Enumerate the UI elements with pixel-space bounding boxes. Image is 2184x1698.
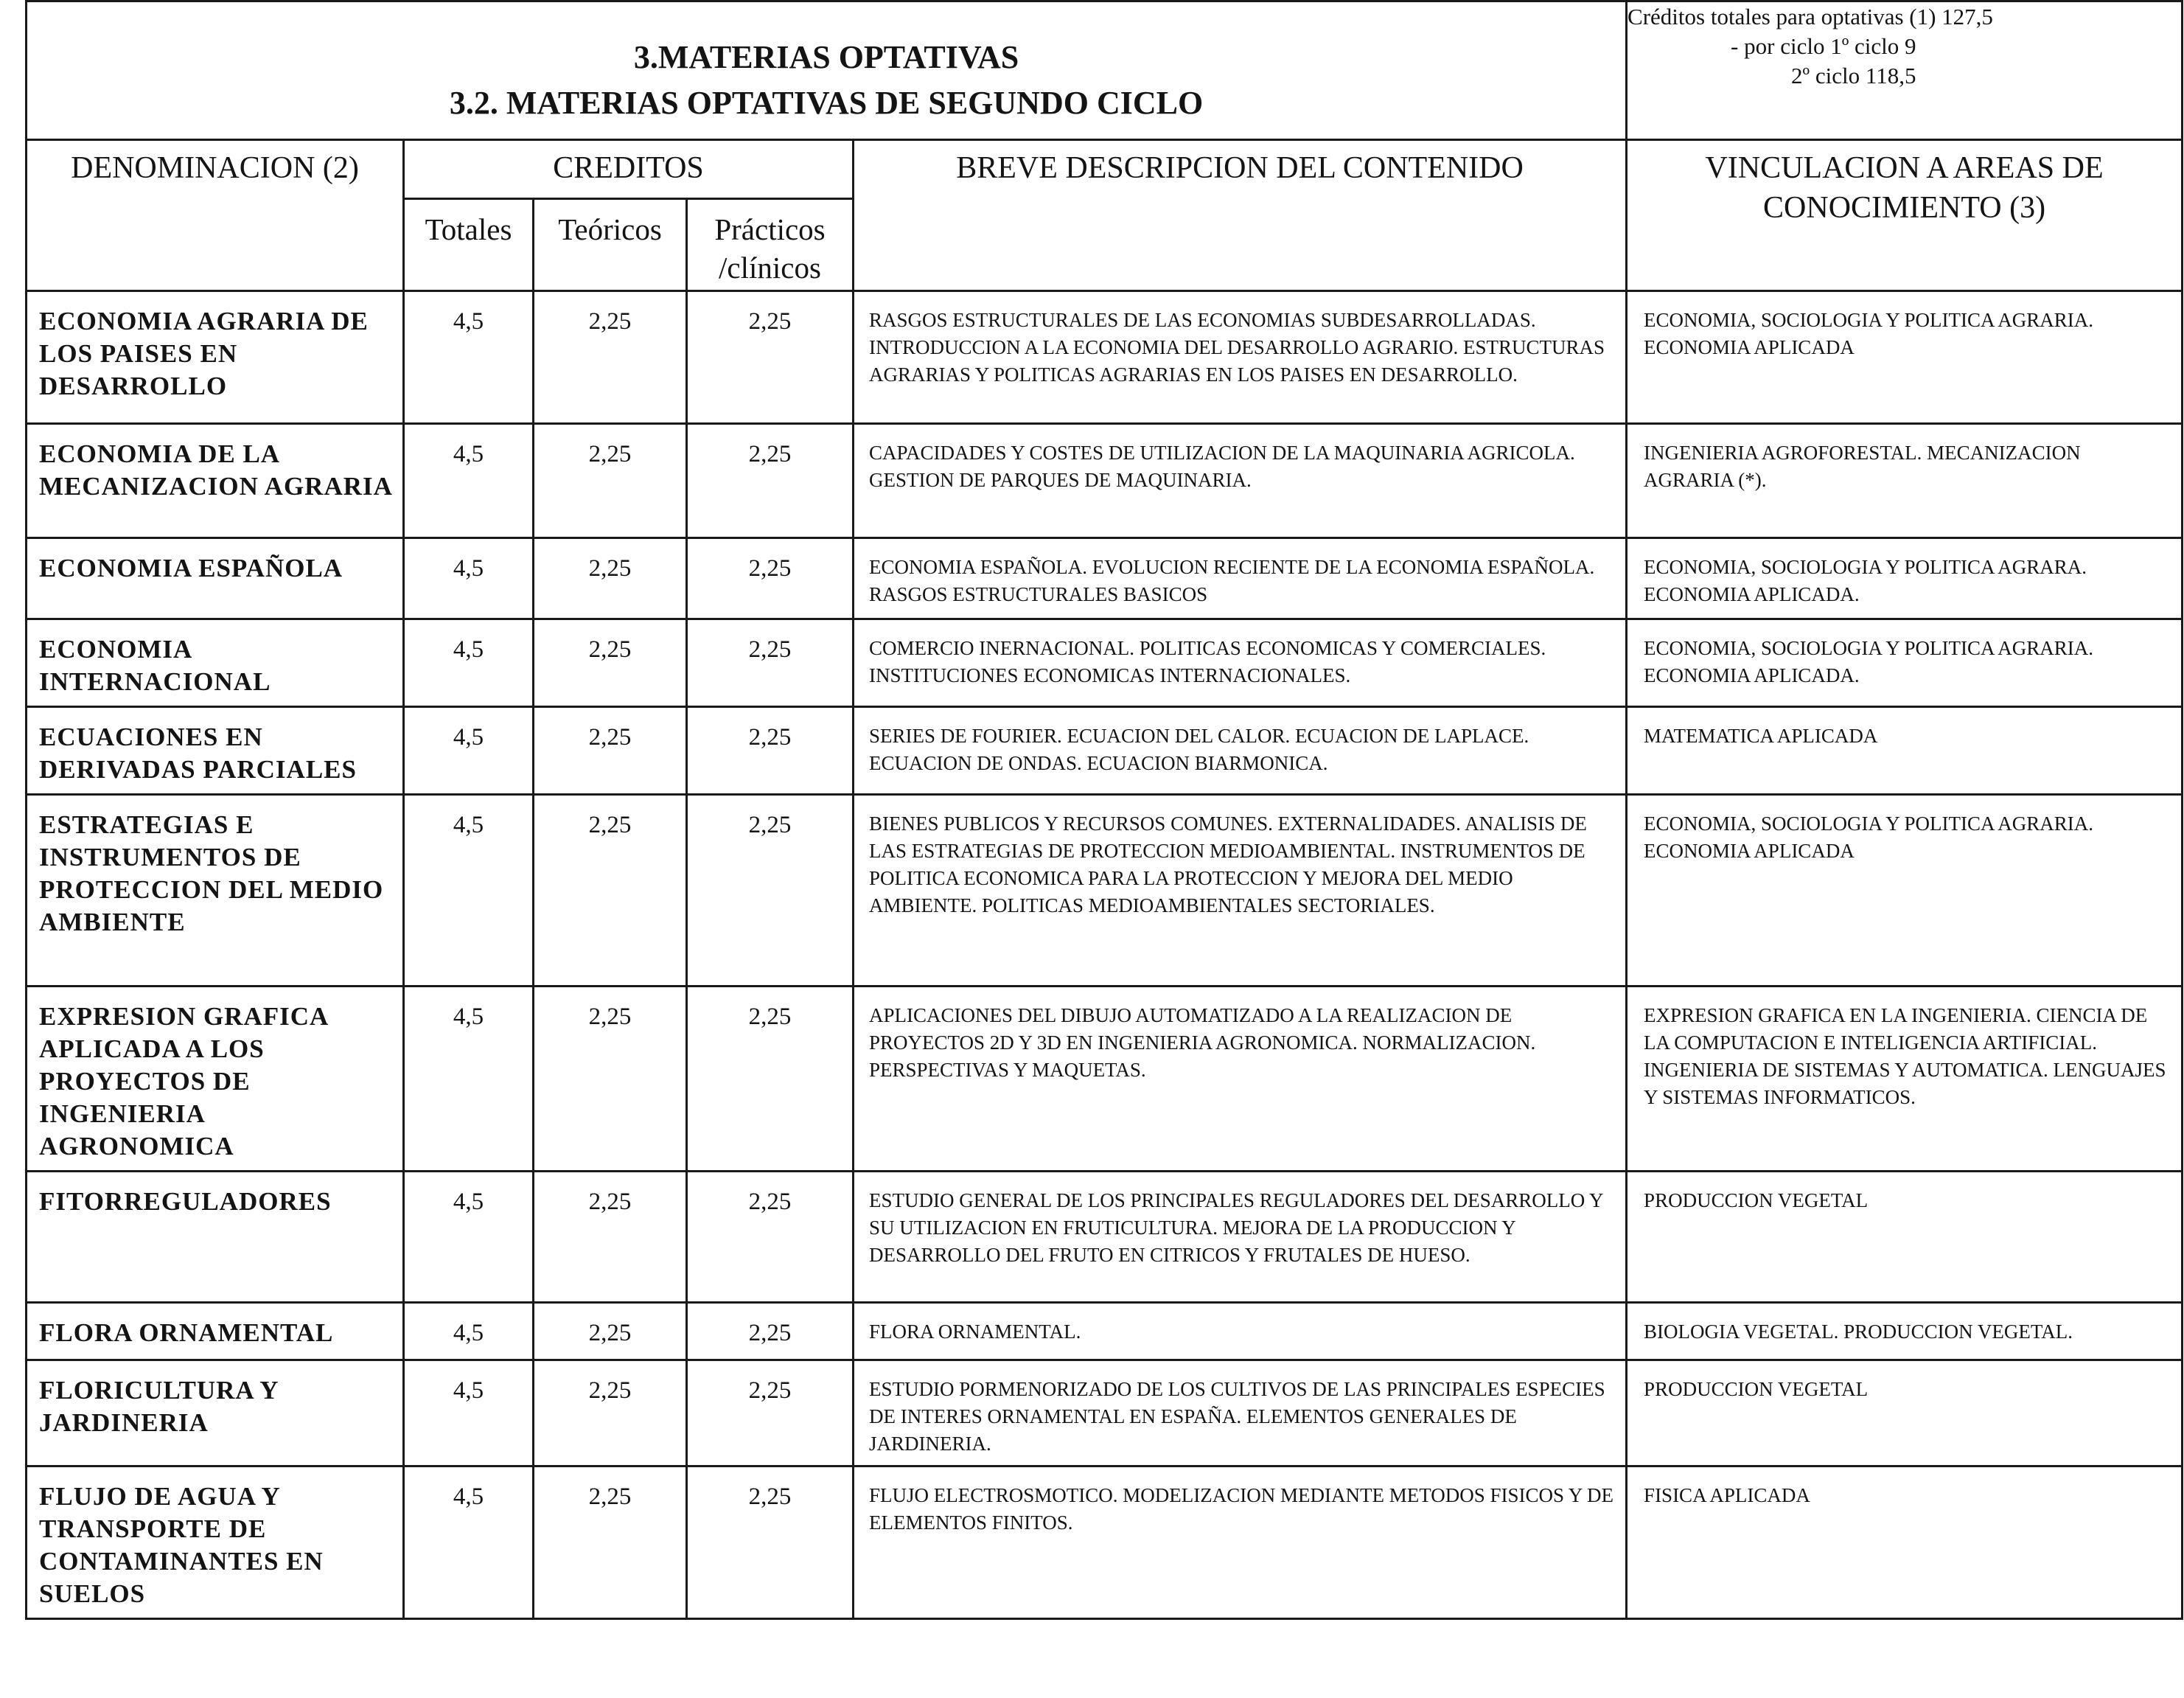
practicos-value-cell — [687, 987, 854, 1172]
denominacion-header — [27, 140, 404, 291]
subject-name: ECONOMIA DE LA MECANIZACION AGRARIA — [39, 439, 393, 501]
practicos-value-cell — [687, 1303, 854, 1360]
subject-name-cell — [27, 1303, 404, 1360]
totales-value-cell — [404, 291, 534, 424]
subject-description: RASGOS ESTRUCTURALES DE LAS ECONOMIAS SUBDESARROLLADAS. INTRODUCCION A LA ECONOMIA DEL DESARROLLO AGRARIO. ESTRUCTURAS AGRARIAS Y POLITICAS AGRARIAS EN LOS PAISES EN DESARROLLO. — [869, 309, 1605, 386]
subject-description: APLICACIONES DEL DIBUJO AUTOMATIZADO A LA REALIZACION DE PROYECTOS 2D Y 3D EN INGENIERIA AGRONOMICA. NORMALIZACION. PERSPECTIVAS Y MAQUETAS. — [869, 1004, 1536, 1081]
totales-value: 4,5 — [453, 636, 484, 663]
table-row — [27, 1303, 2183, 1360]
teoricos-value-cell — [534, 1172, 687, 1303]
teoricos-value: 2,25 — [588, 636, 632, 663]
table-row — [27, 987, 2183, 1172]
practicos-value-cell — [687, 795, 854, 987]
knowledge-areas-cell — [1627, 987, 2183, 1172]
teoricos-value: 2,25 — [588, 308, 632, 335]
totales-value-cell — [404, 1466, 534, 1619]
document-page — [25, 0, 2181, 1620]
knowledge-areas: PRODUCCION VEGETAL — [1644, 1189, 1869, 1211]
knowledge-areas-cell — [1627, 707, 2183, 795]
teoricos-value-cell — [534, 538, 687, 619]
subject-description-cell — [854, 987, 1627, 1172]
column-header-row-1 — [27, 140, 2183, 199]
denominacion-header-label: DENOMINACION (2) — [71, 151, 359, 185]
knowledge-areas: MATEMATICA APLICADA — [1644, 725, 1878, 747]
subject-description-cell — [854, 538, 1627, 619]
subject-name-cell — [27, 619, 404, 707]
totales-value: 4,5 — [453, 724, 484, 751]
subject-description-cell — [854, 1303, 1627, 1360]
subject-name: EXPRESION GRAFICA APLICADA A LOS PROYECTOS DE INGENIERIA AGRONOMICA — [39, 1002, 328, 1161]
totales-value: 4,5 — [453, 1483, 484, 1510]
table-row — [27, 1466, 2183, 1619]
practicos-value: 2,25 — [748, 308, 792, 335]
table-row — [27, 1360, 2183, 1466]
totales-value-cell — [404, 538, 534, 619]
knowledge-areas-cell — [1627, 1466, 2183, 1619]
subject-description-cell — [854, 424, 1627, 538]
teoricos-value: 2,25 — [588, 1189, 632, 1215]
knowledge-areas-cell — [1627, 1360, 2183, 1466]
subject-name: ECUACIONES EN DERIVADAS PARCIALES — [39, 723, 357, 784]
practicos-value: 2,25 — [748, 1189, 792, 1215]
practicos-value-cell — [687, 619, 854, 707]
teoricos-value-cell — [534, 795, 687, 987]
knowledge-areas: BIOLOGIA VEGETAL. PRODUCCION VEGETAL. — [1644, 1321, 2073, 1343]
subject-name-cell — [27, 1360, 404, 1466]
totales-value-cell — [404, 1360, 534, 1466]
subject-description-cell — [854, 291, 1627, 424]
subject-description-cell — [854, 1172, 1627, 1303]
descripcion-header — [854, 140, 1627, 291]
table-row — [27, 291, 2183, 424]
knowledge-areas-cell — [1627, 538, 2183, 619]
title-row — [27, 1, 2183, 140]
table-row — [27, 1172, 2183, 1303]
totales-value: 4,5 — [453, 1003, 484, 1030]
teoricos-value: 2,25 — [588, 1377, 632, 1404]
practicos-value: 2,25 — [748, 441, 792, 467]
subject-description-cell — [854, 1360, 1627, 1466]
subject-description: SERIES DE FOURIER. ECUACION DEL CALOR. ECUACION DE LAPLACE. ECUACION DE ONDAS. ECUACION BIARMONICA. — [869, 725, 1529, 774]
teoricos-value: 2,25 — [588, 1483, 632, 1510]
totales-value: 4,5 — [453, 1189, 484, 1215]
subject-name: FITORREGULADORES — [39, 1187, 332, 1216]
totales-value: 4,5 — [453, 441, 484, 467]
totales-value-cell — [404, 424, 534, 538]
teoricos-value-cell — [534, 424, 687, 538]
teoricos-value-cell — [534, 619, 687, 707]
totales-value: 4,5 — [453, 555, 484, 582]
knowledge-areas-cell — [1627, 1172, 2183, 1303]
teoricos-value: 2,25 — [588, 555, 632, 582]
subject-description: ECONOMIA ESPAÑOLA. EVOLUCION RECIENTE DE LA ECONOMIA ESPAÑOLA. RASGOS ESTRUCTURALES BASICOS — [869, 556, 1595, 605]
subject-name-cell — [27, 424, 404, 538]
teoricos-value-cell — [534, 1466, 687, 1619]
knowledge-areas: EXPRESION GRAFICA EN LA INGENIERIA. CIENCIA DE LA COMPUTACION E INTELIGENCIA ARTIFICIAL. INGENIERIA DE SISTEMAS Y AUTOMATICA. LENGUAJES Y SISTEMAS INFORMATICOS. — [1644, 1004, 2166, 1108]
totales-value-cell — [404, 707, 534, 795]
subject-name: ESTRATEGIAS E INSTRUMENTOS DE PROTECCION DEL MEDIO AMBIENTE — [39, 810, 384, 936]
subject-name: ECONOMIA ESPAÑOLA — [39, 554, 343, 582]
subject-description: CAPACIDADES Y COSTES DE UTILIZACION DE LA MAQUINARIA AGRICOLA. GESTION DE PARQUES DE MAQUINARIA. — [869, 442, 1575, 491]
totales-value-cell — [404, 987, 534, 1172]
practicos-value: 2,25 — [748, 724, 792, 751]
knowledge-areas-cell — [1627, 291, 2183, 424]
table-row — [27, 795, 2183, 987]
practicos-value-cell — [687, 1172, 854, 1303]
practicos-value-cell — [687, 1360, 854, 1466]
practicos-value-cell — [687, 707, 854, 795]
practicos-header-line1: Prácticos — [714, 212, 826, 246]
subject-description: COMERCIO INERNACIONAL. POLITICAS ECONOMICAS Y COMERCIALES. INSTITUCIONES ECONOMICAS INTERNACIONALES. — [869, 637, 1546, 686]
teoricos-value-cell — [534, 707, 687, 795]
teoricos-value: 2,25 — [588, 724, 632, 751]
practicos-value: 2,25 — [748, 812, 792, 838]
practicos-header-line2: /clínicos — [719, 251, 821, 285]
subject-name: FLORA ORNAMENTAL — [39, 1318, 334, 1347]
totales-value: 4,5 — [453, 308, 484, 335]
teoricos-value: 2,25 — [588, 441, 632, 467]
subject-name: FLORICULTURA Y JARDINERIA — [39, 1376, 279, 1437]
subject-description-cell — [854, 619, 1627, 707]
subject-description-cell — [854, 795, 1627, 987]
cycle1-credits-line: - por ciclo 1º ciclo 9 — [1731, 33, 1916, 59]
table-row — [27, 707, 2183, 795]
optional-subjects-table — [25, 0, 2183, 1620]
totales-header-label: Totales — [425, 212, 512, 246]
subject-name: ECONOMIA INTERNACIONAL — [39, 635, 271, 696]
knowledge-areas-cell — [1627, 1303, 2183, 1360]
practicos-value-cell — [687, 1466, 854, 1619]
subject-name-cell — [27, 795, 404, 987]
teoricos-header — [534, 199, 687, 291]
practicos-header-label — [688, 200, 852, 287]
section-subtitle: 3.2. MATERIAS OPTATIVAS DE SEGUNDO CICLO — [449, 85, 1204, 121]
knowledge-areas-cell — [1627, 795, 2183, 987]
totales-value-cell — [404, 619, 534, 707]
totales-value-cell — [404, 795, 534, 987]
subject-description: FLORA ORNAMENTAL. — [869, 1321, 1081, 1343]
subject-name-cell — [27, 707, 404, 795]
practicos-value-cell — [687, 538, 854, 619]
knowledge-areas: ECONOMIA, SOCIOLOGIA Y POLITICA AGRARIA. ECONOMIA APLICADA — [1644, 813, 2094, 862]
knowledge-areas: ECONOMIA, SOCIOLOGIA Y POLITICA AGRARA. ECONOMIA APLICADA. — [1644, 556, 2087, 605]
table-row — [27, 424, 2183, 538]
subject-name: FLUJO DE AGUA Y TRANSPORTE DE CONTAMINANTES EN SUELOS — [39, 1482, 324, 1608]
teoricos-value: 2,25 — [588, 1003, 632, 1030]
knowledge-areas: PRODUCCION VEGETAL — [1644, 1378, 1869, 1400]
subject-description: ESTUDIO GENERAL DE LOS PRINCIPALES REGULADORES DEL DESARROLLO Y SU UTILIZACION EN FRUTICULTURA. MEJORA DE LA PRODUCCION Y DESARROLLO DEL FRUTO EN CITRICOS Y FRUTALES DE HUESO. — [869, 1189, 1603, 1266]
creditos-header-label: CREDITOS — [553, 151, 704, 185]
practicos-value: 2,25 — [748, 555, 792, 582]
practicos-value: 2,25 — [748, 1003, 792, 1030]
subject-description: BIENES PUBLICOS Y RECURSOS COMUNES. EXTERNALIDADES. ANALISIS DE LAS ESTRATEGIAS DE PROTECCION MEDIOAMBIENTAL. INSTRUMENTOS DE POLITICA ECONOMICA PARA LA PROTECCION Y MEJORA DEL MEDIO AMBIENTE. POLITICAS MEDIOAMBIENTALES SECTORIALES. — [869, 813, 1587, 916]
creditos-header — [404, 140, 854, 199]
total-credits-line: Créditos totales para optativas (1) 127,5 — [1627, 4, 1993, 29]
practicos-value: 2,25 — [748, 1320, 792, 1346]
teoricos-value-cell — [534, 291, 687, 424]
knowledge-areas-cell — [1627, 619, 2183, 707]
teoricos-value-cell — [534, 1303, 687, 1360]
knowledge-areas: ECONOMIA, SOCIOLOGIA Y POLITICA AGRARIA. ECONOMIA APLICADA — [1644, 309, 2094, 358]
vinculacion-header-label: VINCULACION A AREAS DE CONOCIMIENTO (3) — [1705, 151, 2104, 225]
knowledge-areas-cell — [1627, 424, 2183, 538]
subjects-body — [27, 291, 2183, 1619]
teoricos-value-cell — [534, 987, 687, 1172]
teoricos-value: 2,25 — [588, 1320, 632, 1346]
totales-value: 4,5 — [453, 1377, 484, 1404]
practicos-value-cell — [687, 424, 854, 538]
cycle2-credits-line: 2º ciclo 118,5 — [1791, 63, 1916, 88]
totales-value-cell — [404, 1172, 534, 1303]
subject-name-cell — [27, 291, 404, 424]
totales-value-cell — [404, 1303, 534, 1360]
subject-description: ESTUDIO PORMENORIZADO DE LOS CULTIVOS DE LAS PRINCIPALES ESPECIES DE INTERES ORNAMENTAL EN ESPAÑA. ELEMENTOS GENERALES DE JARDINERIA. — [869, 1378, 1605, 1455]
teoricos-value-cell — [534, 1360, 687, 1466]
totales-value: 4,5 — [453, 812, 484, 838]
subject-name-cell — [27, 1466, 404, 1619]
subject-description-cell — [854, 1466, 1627, 1619]
total-credits-cell — [1627, 1, 2183, 140]
teoricos-value: 2,25 — [588, 812, 632, 838]
subject-name-cell — [27, 538, 404, 619]
practicos-value: 2,25 — [748, 1483, 792, 1510]
practicos-value: 2,25 — [748, 1377, 792, 1404]
subject-name-cell — [27, 987, 404, 1172]
subject-description-cell — [854, 707, 1627, 795]
knowledge-areas: ECONOMIA, SOCIOLOGIA Y POLITICA AGRARIA. ECONOMIA APLICADA. — [1644, 637, 2094, 686]
subject-name: ECONOMIA AGRARIA DE LOS PAISES EN DESARROLLO — [39, 307, 369, 400]
vinculacion-header — [1627, 140, 2183, 291]
practicos-value: 2,25 — [748, 636, 792, 663]
section-title: 3.MATERIAS OPTATIVAS — [633, 39, 1019, 75]
totales-value: 4,5 — [453, 1320, 484, 1346]
table-row — [27, 538, 2183, 619]
knowledge-areas: FISICA APLICADA — [1644, 1484, 1810, 1506]
descripcion-header-label: BREVE DESCRIPCION DEL CONTENIDO — [956, 151, 1524, 185]
subject-name-cell — [27, 1172, 404, 1303]
totales-header — [404, 199, 534, 291]
title-cell — [27, 1, 1627, 140]
knowledge-areas: INGENIERIA AGROFORESTAL. MECANIZACION AGRARIA (*). — [1644, 442, 2081, 491]
teoricos-header-label: Teóricos — [558, 212, 662, 246]
practicos-value-cell — [687, 291, 854, 424]
practicos-header — [687, 199, 854, 291]
table-row — [27, 619, 2183, 707]
subject-description: FLUJO ELECTROSMOTICO. MODELIZACION MEDIANTE METODOS FISICOS Y DE ELEMENTOS FINITOS. — [869, 1484, 1613, 1534]
